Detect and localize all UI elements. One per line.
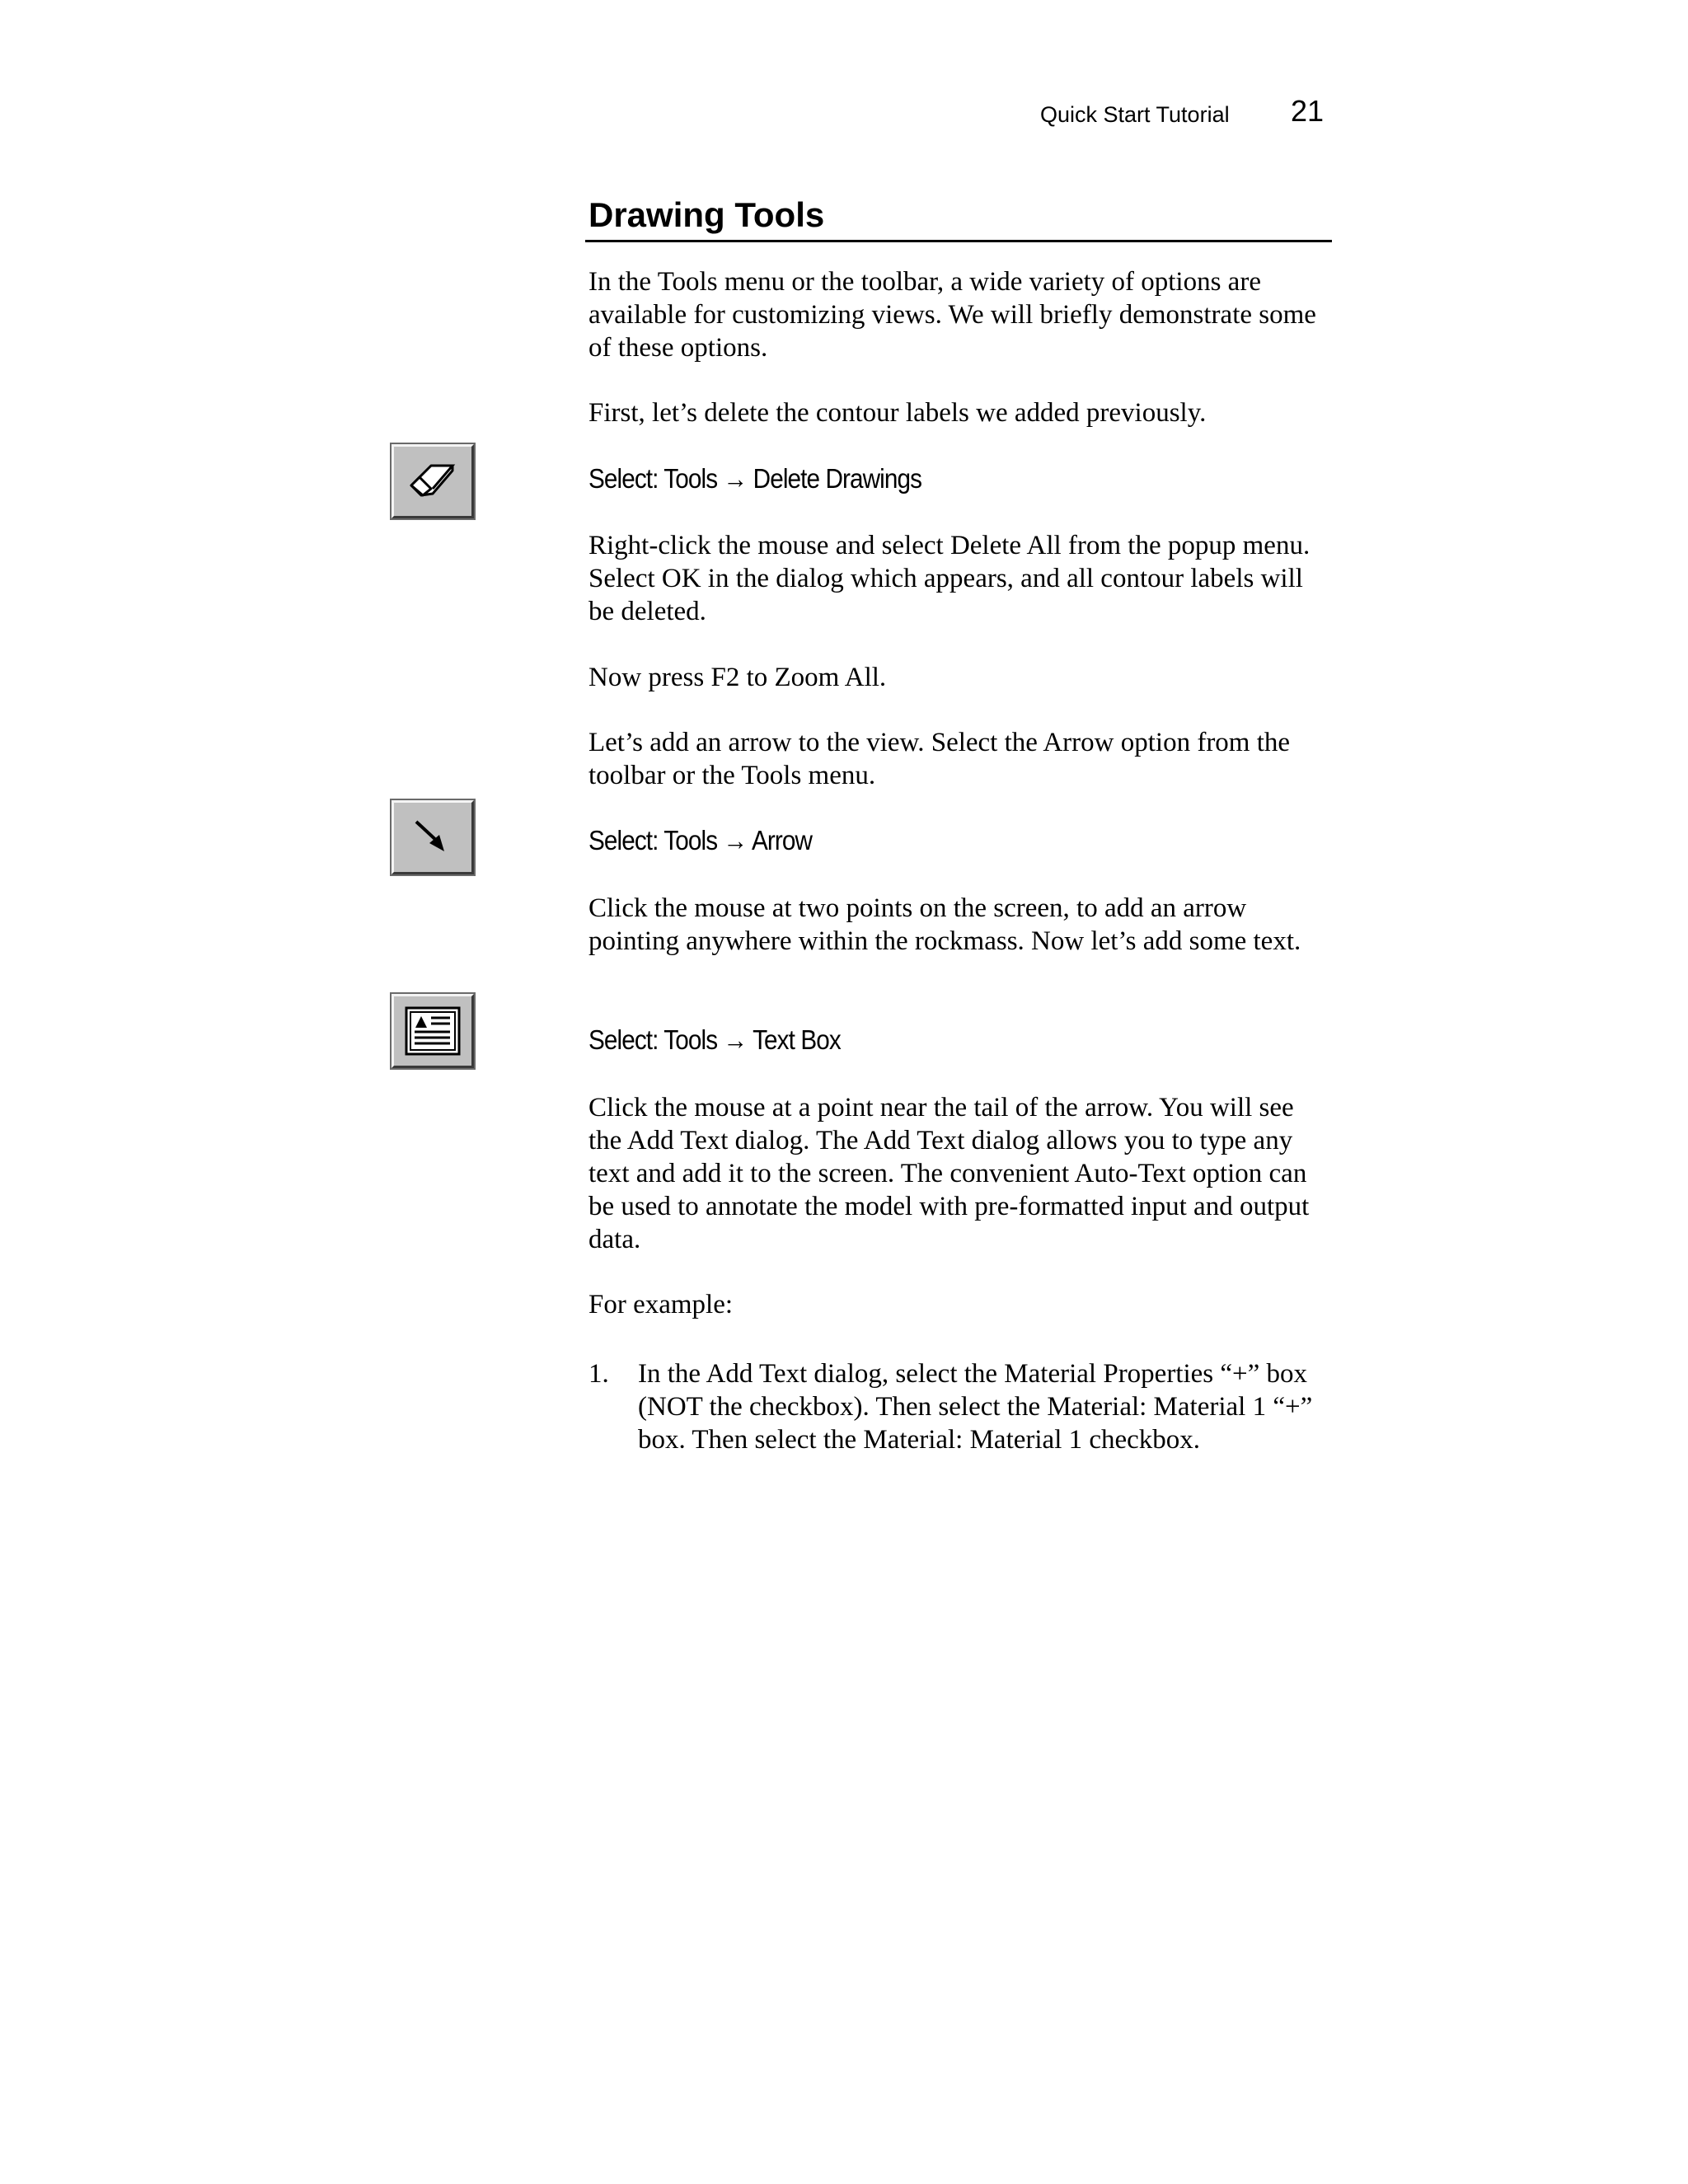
eraser-icon [406,459,459,504]
arrow-tool-icon [406,815,459,860]
zoom-all-paragraph: Now press F2 to Zoom All. [588,663,887,692]
delete-labels-paragraph: First, let’s delete the contour labels we added previously. [588,398,1207,428]
intro-paragraph: In the Tools menu or the toolbar, a wide variety of options are available for customizing views. We will briefly demonstrate some of these options. [588,267,1316,363]
delete-all-paragraph: Right-click the mouse and select Delete All from the popup menu. Select OK in the dialog which appears, and all contour labels will be deleted. [588,531,1311,626]
add-text-paragraph: Click the mouse at a point near the tail of the arrow. You will see the Add Text dialog. The Add Text dialog allows you to type any text and add it to the screen. The convenient Auto-Text option can be used to annotate the model with pre-formatted input and output data. [588,1093,1310,1254]
add-arrow-paragraph: Let’s add an arrow to the view. Select the Arrow option from the toolbar or the Tools menu. [588,728,1291,790]
click-points-paragraph: Click the mouse at two points on the screen, to add an arrow pointing anywhere within the rockmass. Now let’s add some text. [588,893,1301,956]
page-number: 21 [1291,94,1325,128]
arrow-toolbar-button [392,800,474,874]
text-box-icon [403,1005,462,1057]
list-item-number: 1. [588,1359,609,1389]
running-header-title: Quick Start Tutorial [1040,102,1230,127]
list-item-text: In the Add Text dialog, select the Material Properties “+” box (NOT the checkbox). Then select the Material: Material 1 “+” box. Then select the Material: Material 1 checkbox. [638,1359,1313,1455]
heading-rule [585,240,1332,242]
for-example-paragraph: For example: [588,1290,734,1319]
section-heading: Drawing Tools [588,195,825,234]
delete-drawings-toolbar-button [392,444,474,518]
command-delete-drawings: Select: Tools → Delete Drawings [588,463,922,494]
command-text-box: Select: Tools → Text Box [588,1024,841,1055]
text-box-toolbar-button [392,994,474,1068]
command-arrow: Select: Tools → Arrow [588,825,813,855]
